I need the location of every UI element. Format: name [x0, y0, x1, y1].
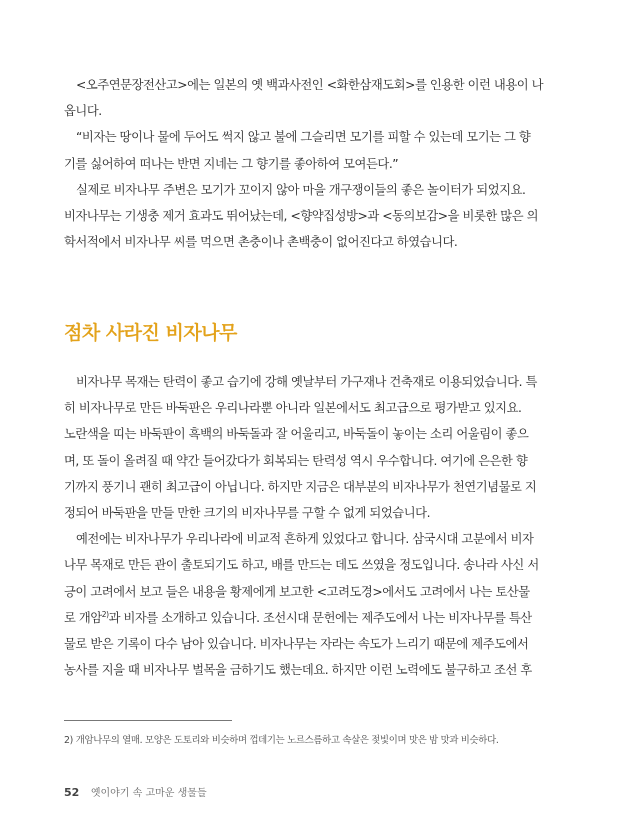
text-line: 실제로 비자나무 주변은 모기가 꼬이지 않아 마을 개구쟁이들의 좋은 놀이터가 되었지요.: [76, 182, 526, 197]
text-line: <오주연문장전산고>에는 일본의 옛 백과사전인 <화한삼재도회>를 인용한 이런 내용이 나: [76, 78, 544, 92]
quote-paragraph: [64, 124, 564, 176]
text-line: 노란색을 띠는 바둑판이 흑백의 바둑돌과 잘 어울리고, 바둑돌이 놓이는 소리 어울림이 좋으: [64, 427, 529, 442]
page-footer: [64, 784, 207, 799]
text-line: “비자는 땅이나 물에 두어도 썩지 않고 불에 그슬리면 모기를 피할 수 있는데 모기는 그 향: [76, 130, 531, 145]
text-line: 기까지 풍기니 괜히 최고급이 아닙니다. 하지만 지금은 대부분의 비자나무가 천연기념물로 지: [64, 479, 537, 494]
footnote-reference[interactable]: 2): [101, 609, 109, 619]
text-line: 정되어 바둑판을 만들 만한 크기의 비자나무를 구할 수 없게 되었습니다.: [64, 506, 431, 521]
text-line: 긍이 고려에서 보고 들은 내용을 황제에게 보고한 <고려도경>에서도 고려에서 나는 토산물: [64, 584, 530, 599]
text-fragment: 과 비자를 소개하고 있습니다. 조선시대 문헌에는 제주도에서 나는 비자나무를 특산: [108, 610, 532, 625]
text-line: 물로 받은 기록이 다수 남아 있습니다. 비자나무는 자라는 속도가 느리기 때문에 제주도에서: [64, 637, 529, 652]
text-line: 옵니다.: [64, 104, 102, 119]
paragraph: [64, 369, 564, 526]
book-title: 옛이야기 속 고마운 생물들: [90, 788, 207, 799]
text-line: 학서적에서 비자나무 씨를 먹으면 촌충이나 촌백충이 없어진다고 하였습니다.: [64, 235, 458, 250]
footnote-divider: [64, 720, 232, 721]
paragraph: [64, 72, 564, 124]
paragraph: [64, 177, 564, 256]
text-line: 나무 목재로 만든 관이 출토되기도 하고, 배를 만드는 데도 쓰였을 정도입니다. 송나라 사신 서: [64, 558, 539, 573]
text-line: 비자나무는 기생충 제거 효과도 뛰어났는데, <향약집성방>과 <동의보감>을 비롯한 많은 의: [64, 209, 539, 224]
footnote: 2) 개암나무의 열매. 모양은 도토리와 비슷하며 껍데기는 노르스름하고 속살은 젖빛이며 맛은 밤 맛과 비슷하다.: [64, 735, 499, 746]
section-text: [64, 369, 564, 683]
section-heading: 점차 사라진 비자나무: [64, 322, 237, 344]
text-line: [64, 611, 532, 625]
text-line: 비자나무 목재는 탄력이 좋고 습기에 강해 옛날부터 가구재나 건축재로 이용되었습니다. 특: [76, 375, 537, 389]
intro-text: [64, 72, 564, 255]
paragraph: [64, 526, 564, 683]
text-line: 히 비자나무로 만든 바둑판은 우리나라뿐 아니라 일본에서도 최고급으로 평가받고 있지요.: [64, 401, 522, 416]
text-fragment: 로 개암: [64, 610, 102, 625]
page-number: 52: [64, 786, 80, 799]
text-line: 농사를 지을 때 비자나무 벌목을 금하기도 했는데요. 하지만 이런 노력에도 불구하고 조선 후: [64, 663, 532, 678]
text-line: 며, 또 돌이 올려질 때 약간 들어갔다가 회복되는 탄력성 역시 우수합니다. 여기에 은은한 향: [64, 453, 528, 468]
text-line: 기를 싫어하여 떠나는 반면 지네는 그 향기를 좋아하여 모여든다.”: [64, 156, 399, 171]
text-line: 예전에는 비자나무가 우리나라에 비교적 흔하게 있었다고 합니다. 삼국시대 고분에서 비자: [76, 532, 534, 547]
